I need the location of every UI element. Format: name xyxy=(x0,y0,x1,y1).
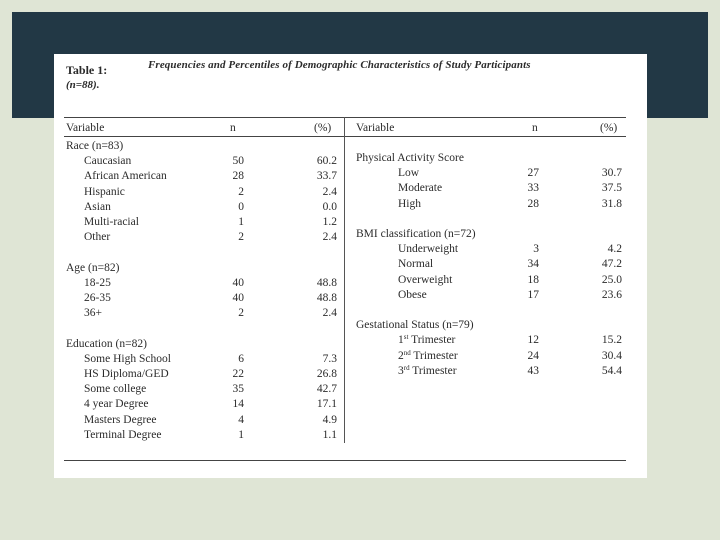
row-label-text: 2 xyxy=(398,349,404,362)
row-label-text: 3 xyxy=(398,364,404,377)
bottom-rule xyxy=(64,460,626,461)
header-variable-right: Variable xyxy=(356,122,395,134)
row-label: Some High School xyxy=(84,352,171,365)
row-label xyxy=(398,288,427,302)
row-pct: 33.7 xyxy=(316,170,337,183)
row-n: 27 xyxy=(527,167,539,180)
table-title: Frequencies and Percentiles of Demographic Characteristics of Study Participants xyxy=(148,59,531,71)
row-label: 36+ xyxy=(84,307,102,320)
row-n: 43 xyxy=(527,364,539,377)
top-rule xyxy=(64,117,626,118)
row-label: Race (n=83) xyxy=(66,140,124,152)
row-label-text: High xyxy=(398,197,421,210)
table-sample-size: (n=88). xyxy=(66,79,100,91)
row-n: 2 xyxy=(238,185,244,198)
row-pct: 48.8 xyxy=(316,276,337,289)
row-n: 40 xyxy=(232,276,244,289)
header-n-right: n xyxy=(532,122,538,134)
row-pct: 1.1 xyxy=(322,428,337,441)
row-n: 2 xyxy=(238,307,244,320)
row-pct: 2.4 xyxy=(322,185,337,198)
row-n: 2 xyxy=(238,231,244,244)
ordinal-suffix: rd xyxy=(403,363,410,372)
row-pct: 1.2 xyxy=(322,216,337,228)
row-label xyxy=(356,227,476,241)
row-pct: 15.2 xyxy=(601,334,622,347)
row-label xyxy=(398,273,452,287)
row-n: 28 xyxy=(527,197,539,210)
row-label: Hispanic xyxy=(84,185,125,198)
row-n: 40 xyxy=(232,292,244,304)
row-label-suffix: Trimester xyxy=(410,349,458,362)
row-pct: 2.4 xyxy=(322,307,337,320)
row-label: 18-25 xyxy=(84,276,111,289)
row-pct: 48.8 xyxy=(316,292,337,304)
row-pct: 30.7 xyxy=(601,167,622,180)
row-label: African American xyxy=(84,170,167,183)
header-rule xyxy=(64,136,626,137)
row-n: 18 xyxy=(527,273,539,286)
row-label xyxy=(398,166,419,180)
row-n: 22 xyxy=(232,368,244,380)
row-label xyxy=(398,364,457,378)
row-pct: 60.2 xyxy=(316,155,337,168)
row-pct: 17.1 xyxy=(316,398,337,411)
row-label: Other xyxy=(84,231,111,244)
row-label xyxy=(356,151,464,165)
row-label xyxy=(398,333,455,347)
row-n: 50 xyxy=(232,155,244,168)
row-n: 28 xyxy=(232,170,244,183)
row-label-text: BMI classification (n=72) xyxy=(356,228,476,240)
header-variable-left: Variable xyxy=(66,122,105,134)
row-label: HS Diploma/GED xyxy=(84,368,169,380)
row-label xyxy=(398,197,421,211)
row-pct: 54.4 xyxy=(601,364,622,377)
header-pct-right: (%) xyxy=(600,122,618,134)
row-pct: 47.2 xyxy=(601,258,622,271)
row-pct: 26.8 xyxy=(316,368,337,380)
row-label: 4 year Degree xyxy=(84,398,149,411)
row-label: Some college xyxy=(84,383,147,396)
row-n: 0 xyxy=(238,200,244,213)
row-pct: 23.6 xyxy=(601,288,622,301)
column-divider xyxy=(344,117,345,443)
row-label-text: Gestational Status (n=79) xyxy=(356,319,474,332)
header-n-left: n xyxy=(230,122,236,134)
row-label-text: Underweight xyxy=(398,243,459,256)
row-label: Asian xyxy=(84,200,111,213)
row-label xyxy=(398,349,458,363)
row-n: 12 xyxy=(527,334,539,347)
row-pct: 4.9 xyxy=(322,413,337,426)
row-n: 33 xyxy=(527,182,539,195)
row-pct: 30.4 xyxy=(601,349,622,362)
row-label-text: Overweight xyxy=(398,273,453,286)
row-n: 6 xyxy=(238,352,244,365)
row-label-text: Moderate xyxy=(398,182,443,195)
row-label-text: Obese xyxy=(398,288,427,301)
row-label-suffix: Trimester xyxy=(409,364,457,377)
row-pct: 0.0 xyxy=(322,200,337,213)
row-label xyxy=(398,242,458,256)
row-n: 24 xyxy=(527,349,539,362)
row-n: 3 xyxy=(533,243,539,256)
row-n: 17 xyxy=(527,288,539,301)
row-label: Terminal Degree xyxy=(84,428,162,441)
row-pct: 37.5 xyxy=(601,182,622,195)
table-label: Table 1: xyxy=(66,63,108,77)
row-label xyxy=(398,181,442,195)
row-label: Caucasian xyxy=(84,155,132,168)
row-pct: 4.2 xyxy=(607,243,622,256)
row-pct: 31.8 xyxy=(601,197,622,210)
table-image xyxy=(54,54,647,478)
row-label-suffix: Trimester xyxy=(408,334,456,347)
row-pct: 25.0 xyxy=(601,273,622,286)
row-label: Masters Degree xyxy=(84,413,157,426)
row-label: Education (n=82) xyxy=(66,337,147,350)
row-label: 26-35 xyxy=(84,292,111,304)
row-label: Age (n=82) xyxy=(66,261,120,274)
header-pct-left: (%) xyxy=(314,122,332,134)
row-n: 1 xyxy=(238,428,244,441)
row-label-text: 1 xyxy=(398,334,404,347)
ordinal-suffix: nd xyxy=(403,348,411,357)
row-label xyxy=(356,318,474,332)
row-n: 14 xyxy=(232,398,244,411)
ordinal-suffix: st xyxy=(403,333,409,342)
row-n: 34 xyxy=(527,258,539,271)
row-pct: 2.4 xyxy=(322,231,337,244)
row-label-text: Physical Activity Score xyxy=(356,152,464,164)
row-label: Multi-racial xyxy=(84,216,139,228)
row-n: 1 xyxy=(238,216,244,228)
row-n: 35 xyxy=(232,383,244,396)
row-label-text: Normal xyxy=(398,258,434,271)
row-label xyxy=(398,257,433,271)
row-n: 4 xyxy=(238,413,244,426)
row-label-text: Low xyxy=(398,167,420,180)
row-pct: 42.7 xyxy=(316,383,337,396)
row-pct: 7.3 xyxy=(322,352,337,365)
